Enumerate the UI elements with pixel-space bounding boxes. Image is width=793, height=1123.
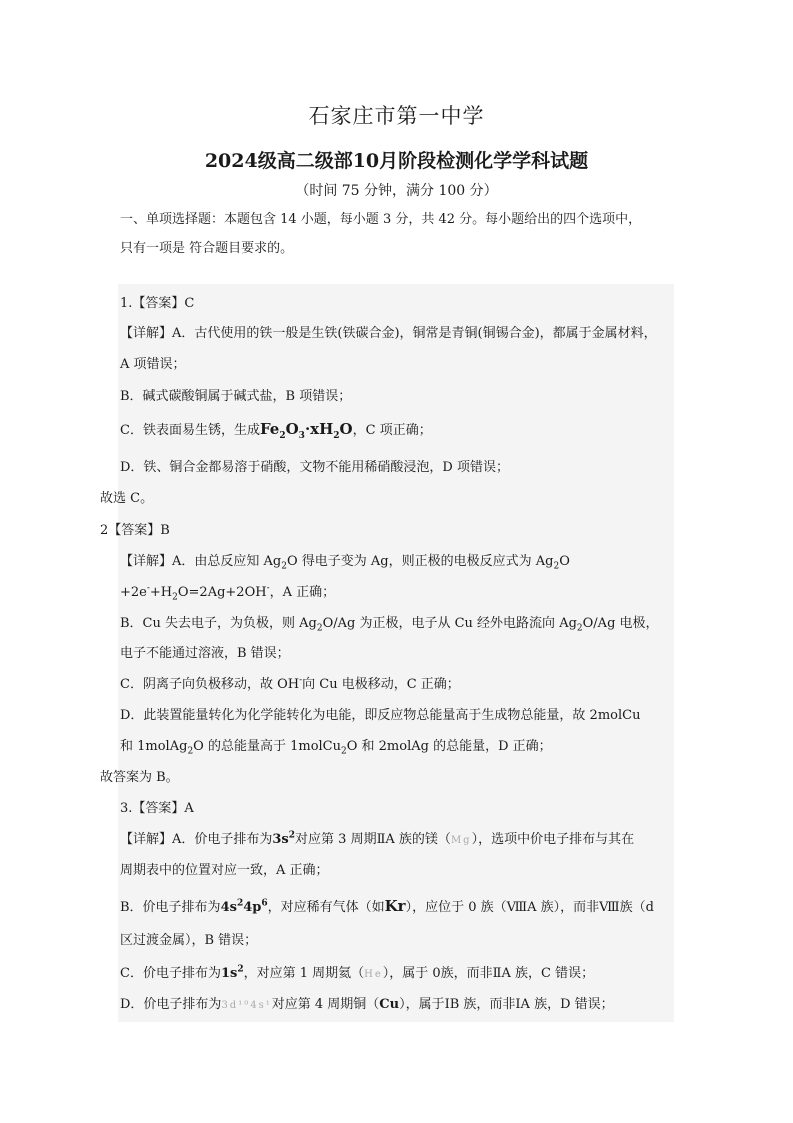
q2-option-a-cont: $+2e^-+H_2O=2Ag+2OH^-$，A 正确； [120, 583, 336, 603]
q2-option-b: B．Cu 失去电子，为负极，则 $Ag_2O/Ag$ 为正极，电子从 Cu 经外电路流向 $Ag_2O/Ag$ 电极， [120, 616, 659, 634]
q3-a-element: Mg [450, 835, 472, 846]
q1-c-formula: $Fe_2O_3\cdot xH_2O$ [259, 420, 353, 441]
q2-option-c: C．阴离子向负极移动，故 OH-向 Cu 电极移动，C 正确； [120, 675, 460, 692]
section-intro [120, 205, 690, 263]
q1-c-prefix: C．铁表面易生锈，生成 [120, 423, 260, 438]
q2-option-d-cont: 和 1molAg$_2$O 的总能量高于 1molCu$_2$O 和 2molAg 的总能量，D 正确； [120, 739, 552, 757]
q1-option-c [120, 419, 432, 441]
q2-conclusion: 故答案为 B。 [100, 770, 179, 785]
q3-option-b-cont: 区过渡金属），B 错误； [120, 933, 258, 948]
q2-answer-head: 2【答案】B [100, 523, 170, 538]
q3-d-config: 3d¹⁰4s¹ [221, 1000, 272, 1011]
exam-info: （时间 75 分钟，满分 100 分） [295, 183, 498, 199]
q3-b-config: $4s^24p^6$ [220, 898, 268, 915]
q3-answer-head: 3.【答案】A [120, 801, 194, 816]
q3-option-b: B．价电子排布为$4s^24p^6$，对应稀有气体（如Kr），应位于 0 族（ⅧA 族），而非Ⅷ族（d [120, 897, 654, 915]
q3-c-config: $1s^2$ [220, 964, 244, 981]
intro-line-1: 一、单项选择题：本题包含 14 小题，每小题 3 分，共 42 分。每小题给出的四个选项中， [120, 212, 642, 227]
q1-answer-head: 1.【答案】C [120, 296, 195, 311]
school-name: 石家庄市第一中学 [308, 104, 485, 128]
q2-option-a: 【详解】A．由总反应知 $Ag_2O$ 得电子变为 Ag，则正极的电极反应式为 $Ag_2O$ [120, 554, 570, 572]
q1-option-a: 【详解】A．古代使用的铁一般是生铁(铁碳合金)，铜常是青铜(铜锡合金)，都属于金属材料， [120, 326, 657, 341]
q1-conclusion: 故选 C。 [100, 491, 154, 506]
q1-option-d: D．铁、铜合金都易溶于硝酸，文物不能用稀硝酸浸泡，D 项错误； [120, 460, 509, 475]
q3-option-a: 【详解】A．价电子排布为$3s^2$对应第 3 周期ⅡA 族的镁（Mg），选项中价电子排布与其在 [120, 830, 635, 847]
q2-option-d: D．此装置能量转化为化学能转化为电能，即反应物总能量高于生成物总能量，故 2molCu [120, 708, 641, 723]
q3-c-element: He [364, 969, 383, 980]
q3-option-a-cont: 周期表中的位置对应一致，A 正确； [120, 863, 329, 878]
q2-option-b-cont: 电子不能通过溶液，B 错误； [120, 646, 290, 661]
q3-option-c: C．价电子排布为$1s^2$，对应第 1 周期氦（He），属于 0族，而非ⅡA 族，C 错误； [120, 964, 595, 981]
q3-option-d: D．价电子排布为3d¹⁰4s¹对应第 4 周期铜（Cu），属于ⅠB 族，而非ⅠA 族，D 错误； [120, 997, 614, 1012]
q3-a-config: $3s^2$ [272, 830, 296, 847]
intro-line-2: 只有一项是 符合题目要求的。 [120, 241, 294, 256]
q1-option-b: B．碱式碳酸铜属于碱式盐，B 项错误； [120, 389, 352, 404]
answer-panel [100, 284, 674, 1022]
q3-d-element: Cu [379, 997, 400, 1012]
q1-c-suffix: ，C 项正确； [352, 423, 432, 438]
q3-b-element: Kr [384, 897, 406, 915]
exam-title: 2024级高二级部10月阶段检测化学学科试题 [204, 150, 589, 172]
q1-option-a-cont: A 项错误； [120, 357, 186, 372]
